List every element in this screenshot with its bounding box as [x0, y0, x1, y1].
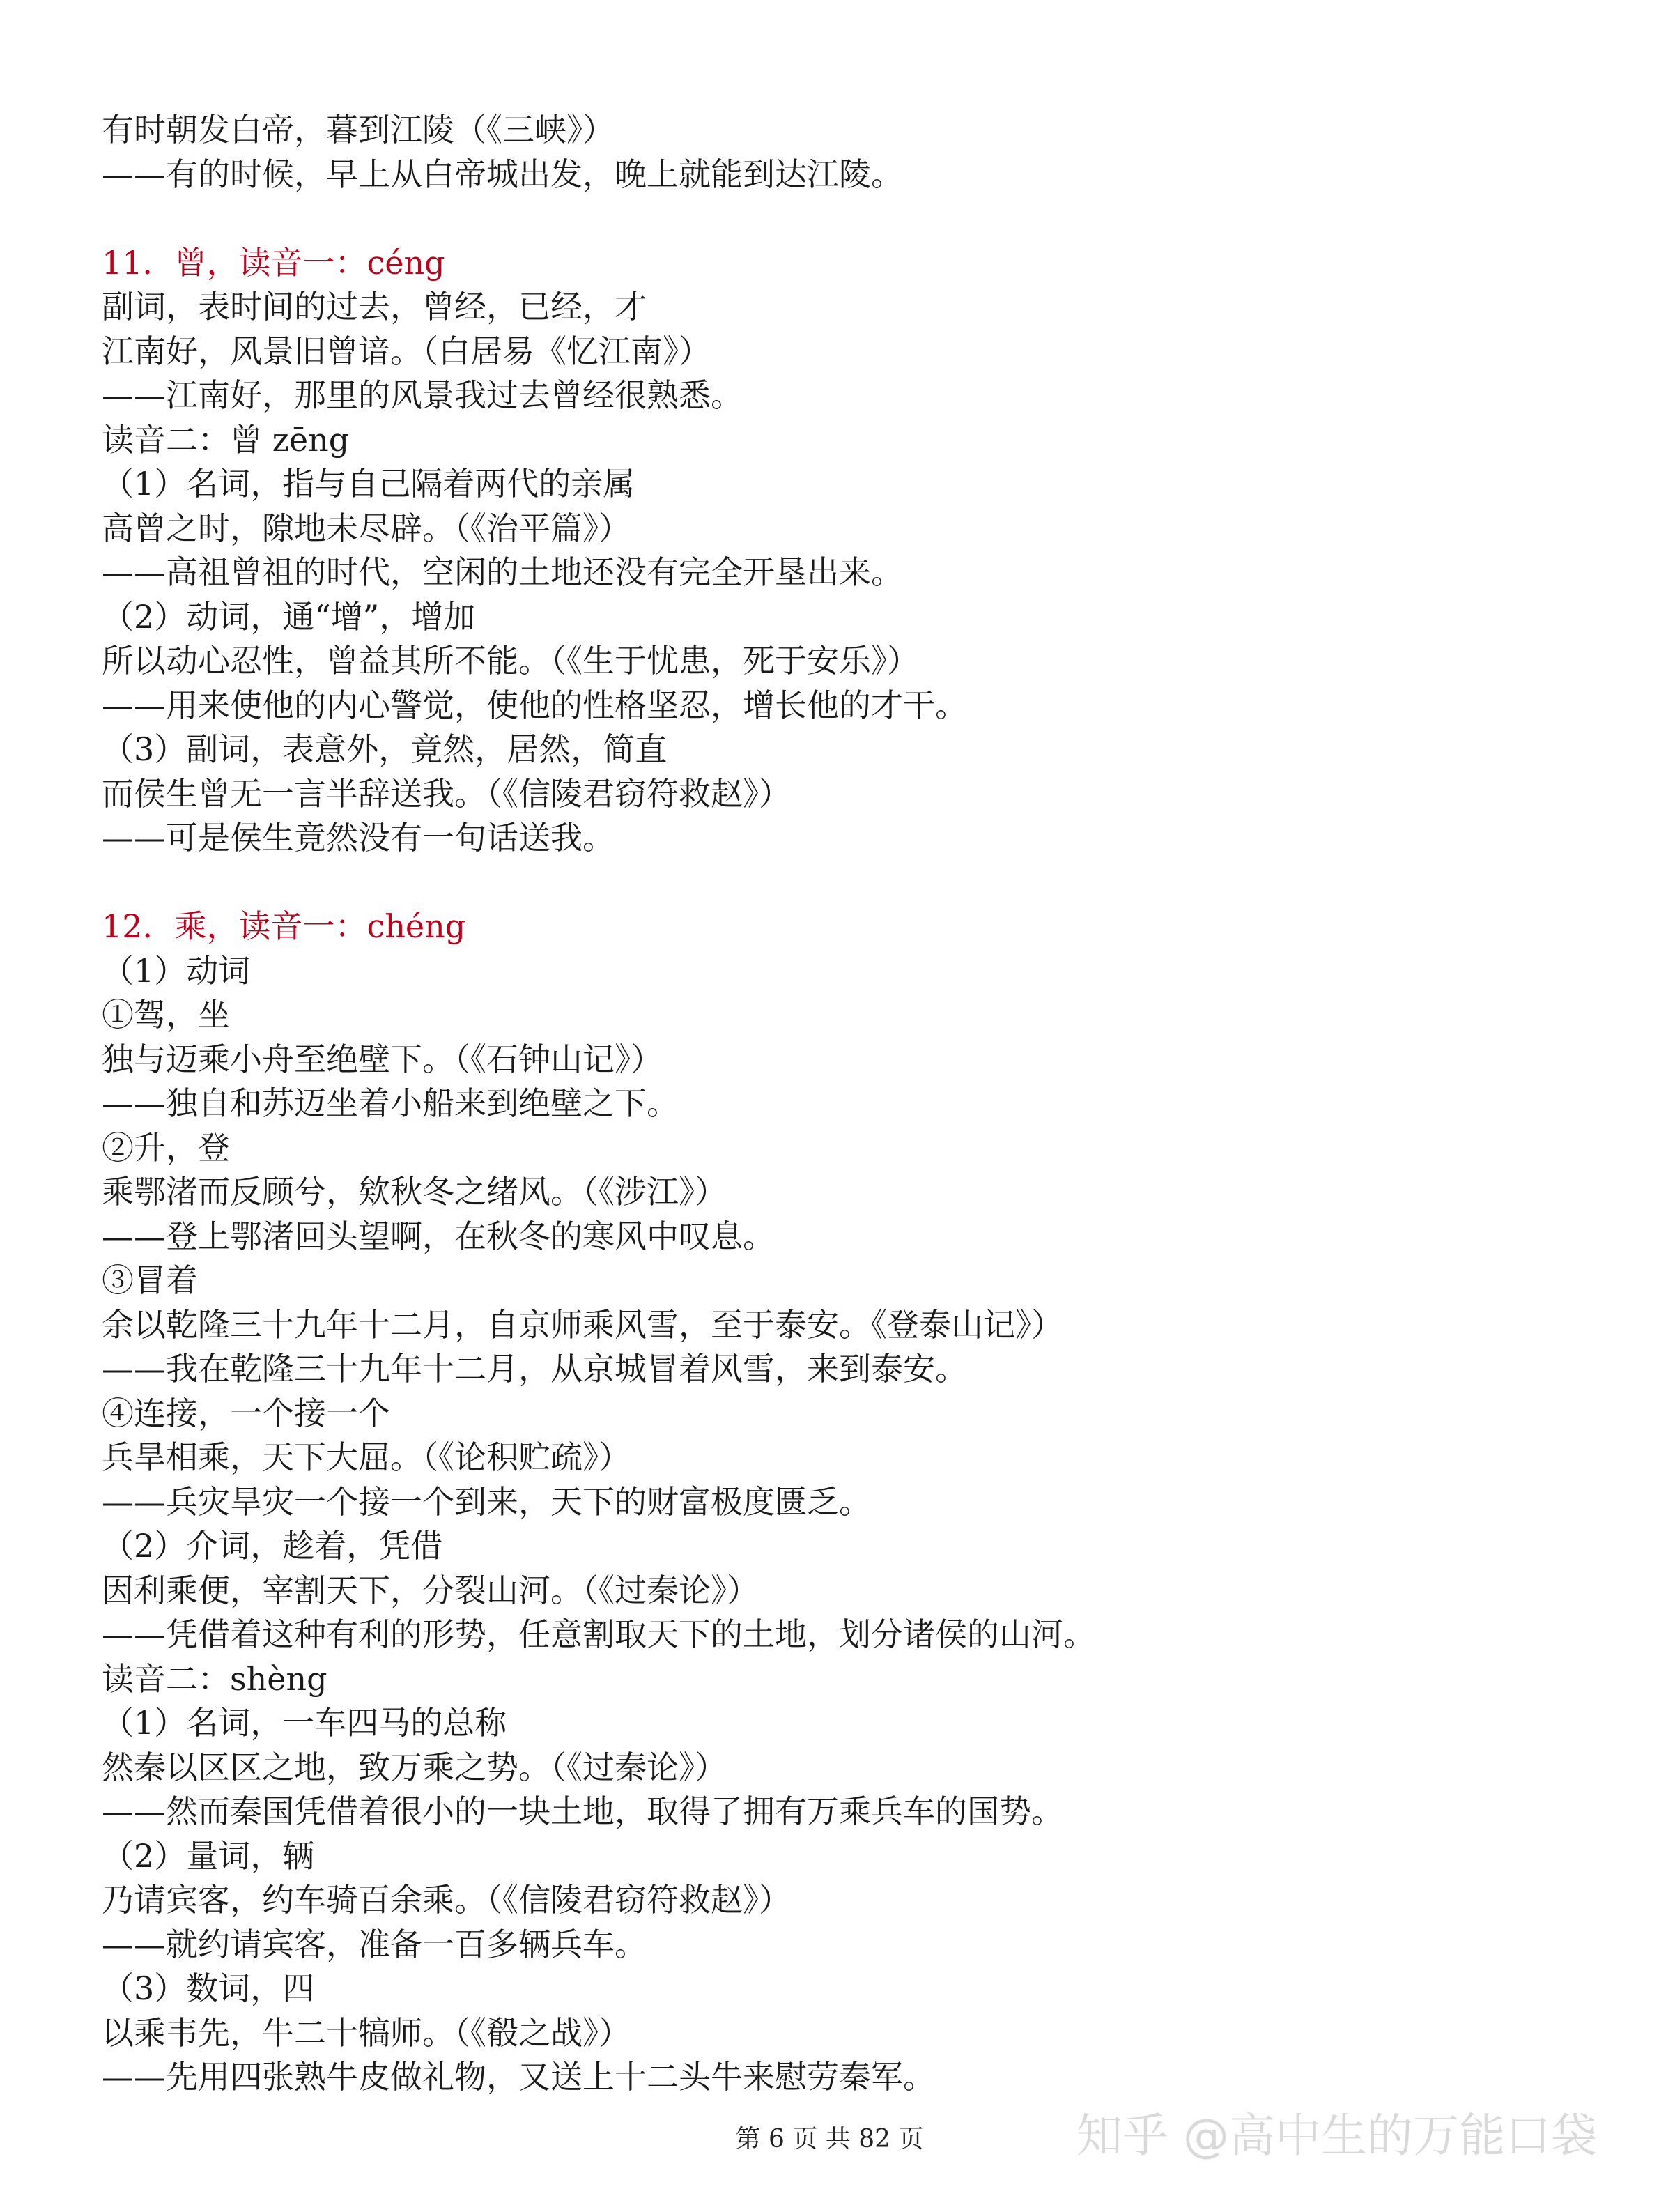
text-line: ——登上鄂渚回头望啊，在秋冬的寒风中叹息。	[102, 1217, 775, 1255]
text-line: （1）名词，指与自己隔着两代的亲属	[102, 465, 635, 502]
text-line: ——然而秦国凭借着很小的一块土地，取得了拥有万乘兵车的国势。	[102, 1792, 1063, 1830]
text-line: 然秦以区区之地，致万乘之势。（《过秦论》）	[102, 1748, 727, 1786]
text-line: ——高祖曾祖的时代，空闲的土地还没有完全开垦出来。	[102, 553, 903, 591]
text-line: 兵旱相乘，天下大屈。（《论积贮疏》）	[102, 1438, 631, 1476]
text-line: ——有的时候，早上从白帝城出发，晚上就能到达江陵。	[102, 155, 903, 193]
text-line: 乘鄂渚而反顾兮，欸秋冬之绪风。（《涉江》）	[102, 1173, 727, 1211]
section-heading: 11．曾，读音一：céng	[102, 243, 445, 282]
text-line: 有时朝发白帝，暮到江陵（《三峡》）	[102, 111, 615, 148]
text-line: （1）名词，一车四马的总称	[102, 1704, 507, 1742]
text-line: （1）动词	[102, 951, 251, 990]
text-line: （3）副词，表意外，竟然，居然，简直	[102, 730, 668, 768]
text-line: 余以乾隆三十九年十二月，自京师乘风雪，至于泰安。《登泰山记》）	[102, 1305, 1063, 1344]
blank-line	[102, 861, 1565, 905]
text-line: ——用来使他的内心警觉，使他的性格坚忍，增长他的才干。	[102, 686, 967, 724]
text-line: ——凭借着这种有利的形势，任意割取天下的土地，划分诸侯的山河。	[102, 1615, 1095, 1653]
text-line: （2）量词，辆	[102, 1836, 315, 1875]
text-line: 读音二：shèng	[102, 1659, 327, 1698]
text-line: ——我在乾隆三十九年十二月，从京城冒着风雪，来到泰安。	[102, 1350, 967, 1388]
text-line: ③冒着	[102, 1261, 198, 1299]
text-line: ——兵灾旱灾一个接一个到来，天下的财富极度匮乏。	[102, 1482, 871, 1521]
text-line: 而侯生曾无一言半辞送我。（《信陵君窃符救赵》）	[102, 774, 791, 813]
text-line: ——先用四张熟牛皮做礼物，又送上十二头牛来慰劳秦军。	[102, 2058, 935, 2096]
text-line: ——可是侯生竟然没有一句话送我。	[102, 819, 615, 857]
watermark: 知乎 @高中生的万能口袋	[1077, 2109, 1597, 2163]
text-line: 乃请宾客，约车骑百余乘。（《信陵君窃符救赵》）	[102, 1881, 791, 1919]
text-line: 江南好，风景旧曾谙。（白居易《忆江南》）	[102, 332, 711, 370]
text-line: （2）动词，通“增”，增加	[102, 597, 476, 636]
section-heading: 12．乘，读音一：chéng	[102, 907, 466, 945]
text-line: 所以动心忍性，曾益其所不能。（《生于忧患，死于安乐》）	[102, 642, 919, 679]
text-line: ④连接，一个接一个	[102, 1394, 390, 1432]
text-line: 因利乘便，宰割天下，分裂山河。（《过秦论》）	[102, 1571, 759, 1609]
text-line: 读音二：曾 zēng	[102, 420, 350, 459]
text-line: ②升，登	[102, 1128, 230, 1167]
text-line: （3）数词，四	[102, 1969, 315, 2007]
text-line: 以乘韦先，牛二十犒师。（《殽之战》）	[102, 2013, 631, 2052]
text-line: ①驾，坐	[102, 996, 230, 1034]
blank-line	[102, 197, 1565, 241]
text-line: 独与迈乘小舟至绝壁下。（《石钟山记》）	[102, 1040, 663, 1078]
page-footer: 第 6 页 共 82 页	[735, 2125, 924, 2153]
document-body	[102, 108, 1565, 2100]
text-line: ——独自和苏迈坐着小船来到绝壁之下。	[102, 1084, 679, 1122]
text-line: 副词，表时间的过去，曾经，已经，才	[102, 288, 647, 325]
text-line: （2）介词，趁着，凭借	[102, 1527, 443, 1565]
text-line: 高曾之时，隙地未尽辟。（《治平篇》）	[102, 509, 631, 547]
text-line: ——就约请宾客，准备一百多辆兵车。	[102, 1925, 647, 1963]
text-line: ——江南好，那里的风景我过去曾经很熟悉。	[102, 376, 743, 414]
